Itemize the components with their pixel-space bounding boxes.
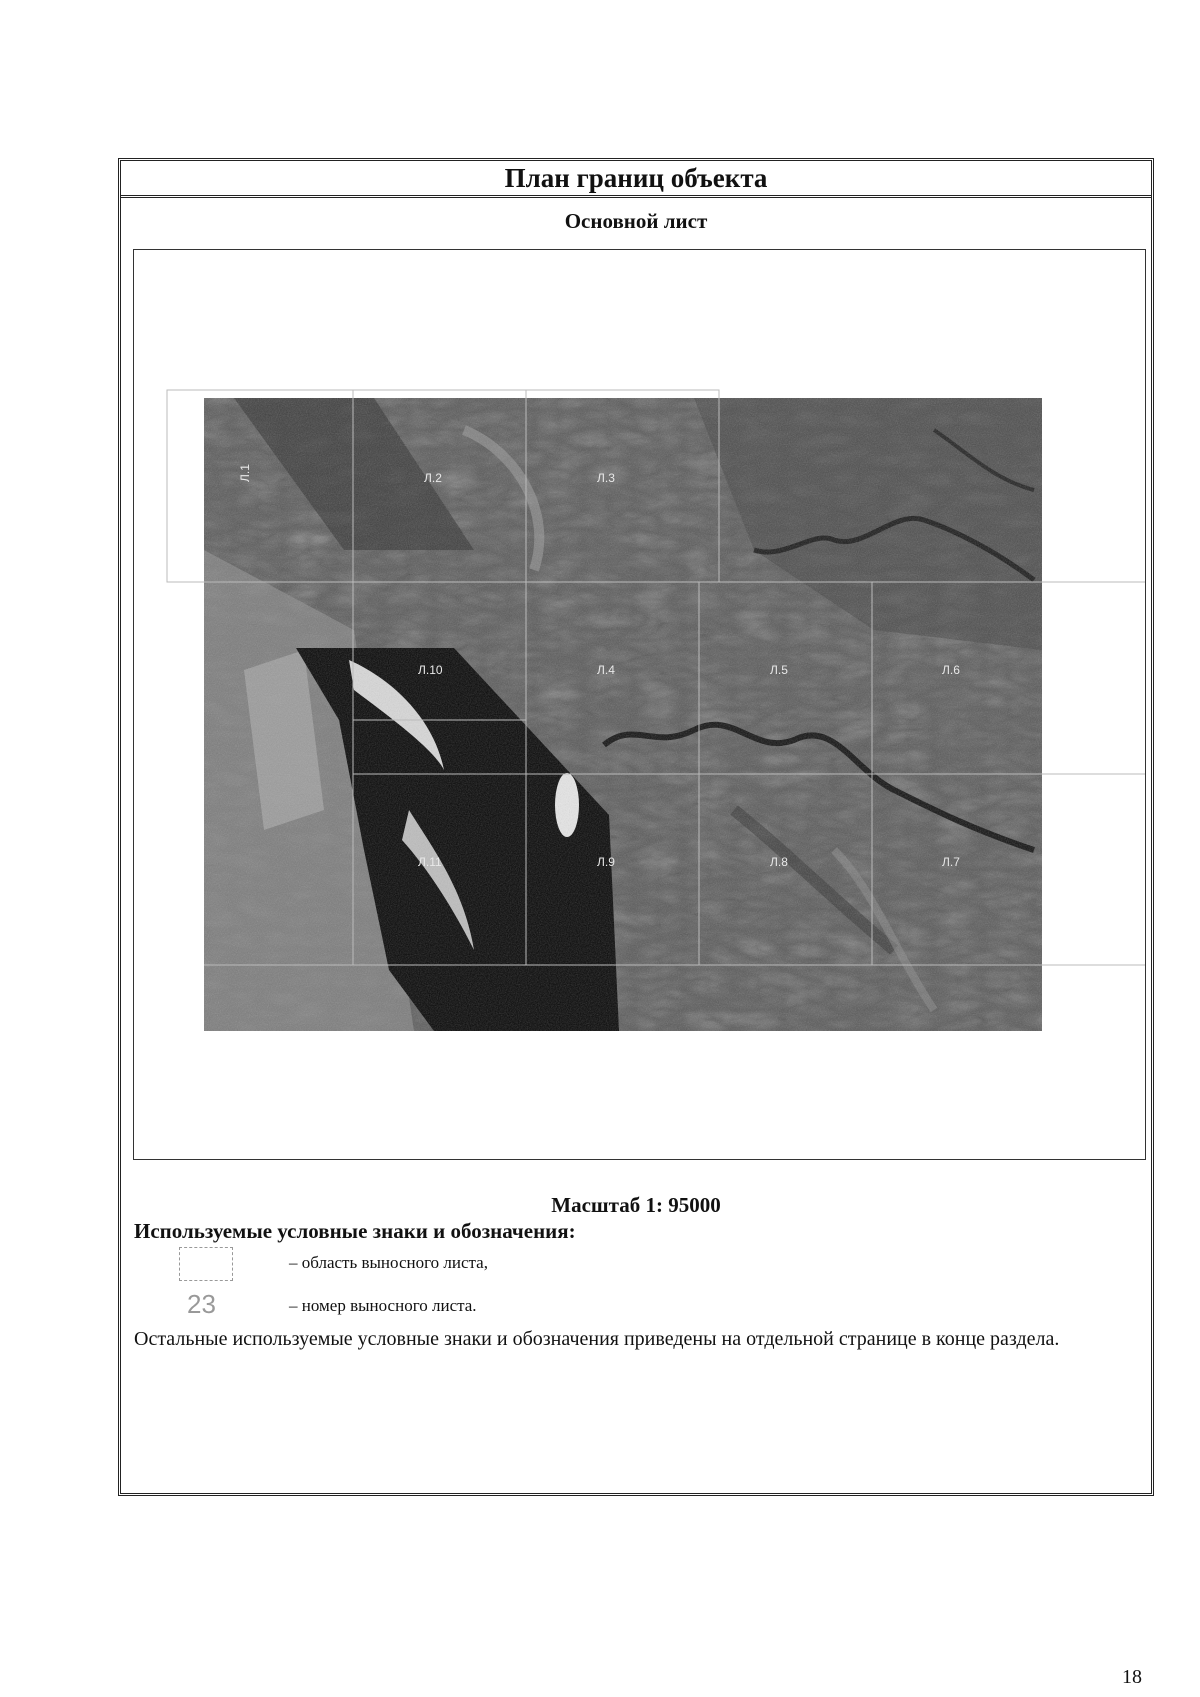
page-number: 18: [1122, 1666, 1142, 1688]
sheet-number-symbol: 23: [187, 1289, 216, 1319]
sheet-label: Л.5: [770, 663, 788, 677]
sheet-label: Л.9: [597, 855, 615, 869]
legend-item-text: – область выносного листа,: [289, 1253, 488, 1272]
page-title: План границ объекта: [504, 163, 768, 193]
sheet-label: Л.1: [238, 464, 252, 482]
map-scale: Масштаб 1: 95000: [551, 1193, 721, 1217]
sheet-label: Л.7: [942, 855, 960, 869]
title-row: [121, 161, 1151, 198]
satellite-image: [204, 398, 1042, 1031]
sheet-label: Л.10: [418, 663, 443, 677]
sheet-label: Л.3: [597, 471, 615, 485]
satellite-map: [134, 250, 1145, 1159]
legend-note: Остальные используемые условные знаки и обозначения приведены на отдельной странице в конце раздела.: [134, 1328, 1060, 1350]
sheet-area-symbol: [179, 1247, 233, 1281]
sheet-subtitle: Основной лист: [564, 209, 708, 233]
map-frame: [133, 249, 1146, 1160]
legend-title: Используемые условные знаки и обозначения:: [134, 1219, 576, 1243]
sheet-label: Л.6: [942, 663, 960, 677]
sheet-label: Л.4: [597, 663, 615, 677]
sheet-label: Л.11: [418, 855, 442, 869]
sheet-label: Л.2: [424, 471, 442, 485]
legend-item-text: – номер выносного листа.: [289, 1296, 477, 1315]
document-frame: [118, 158, 1154, 1496]
sheet-label: Л.8: [770, 855, 788, 869]
